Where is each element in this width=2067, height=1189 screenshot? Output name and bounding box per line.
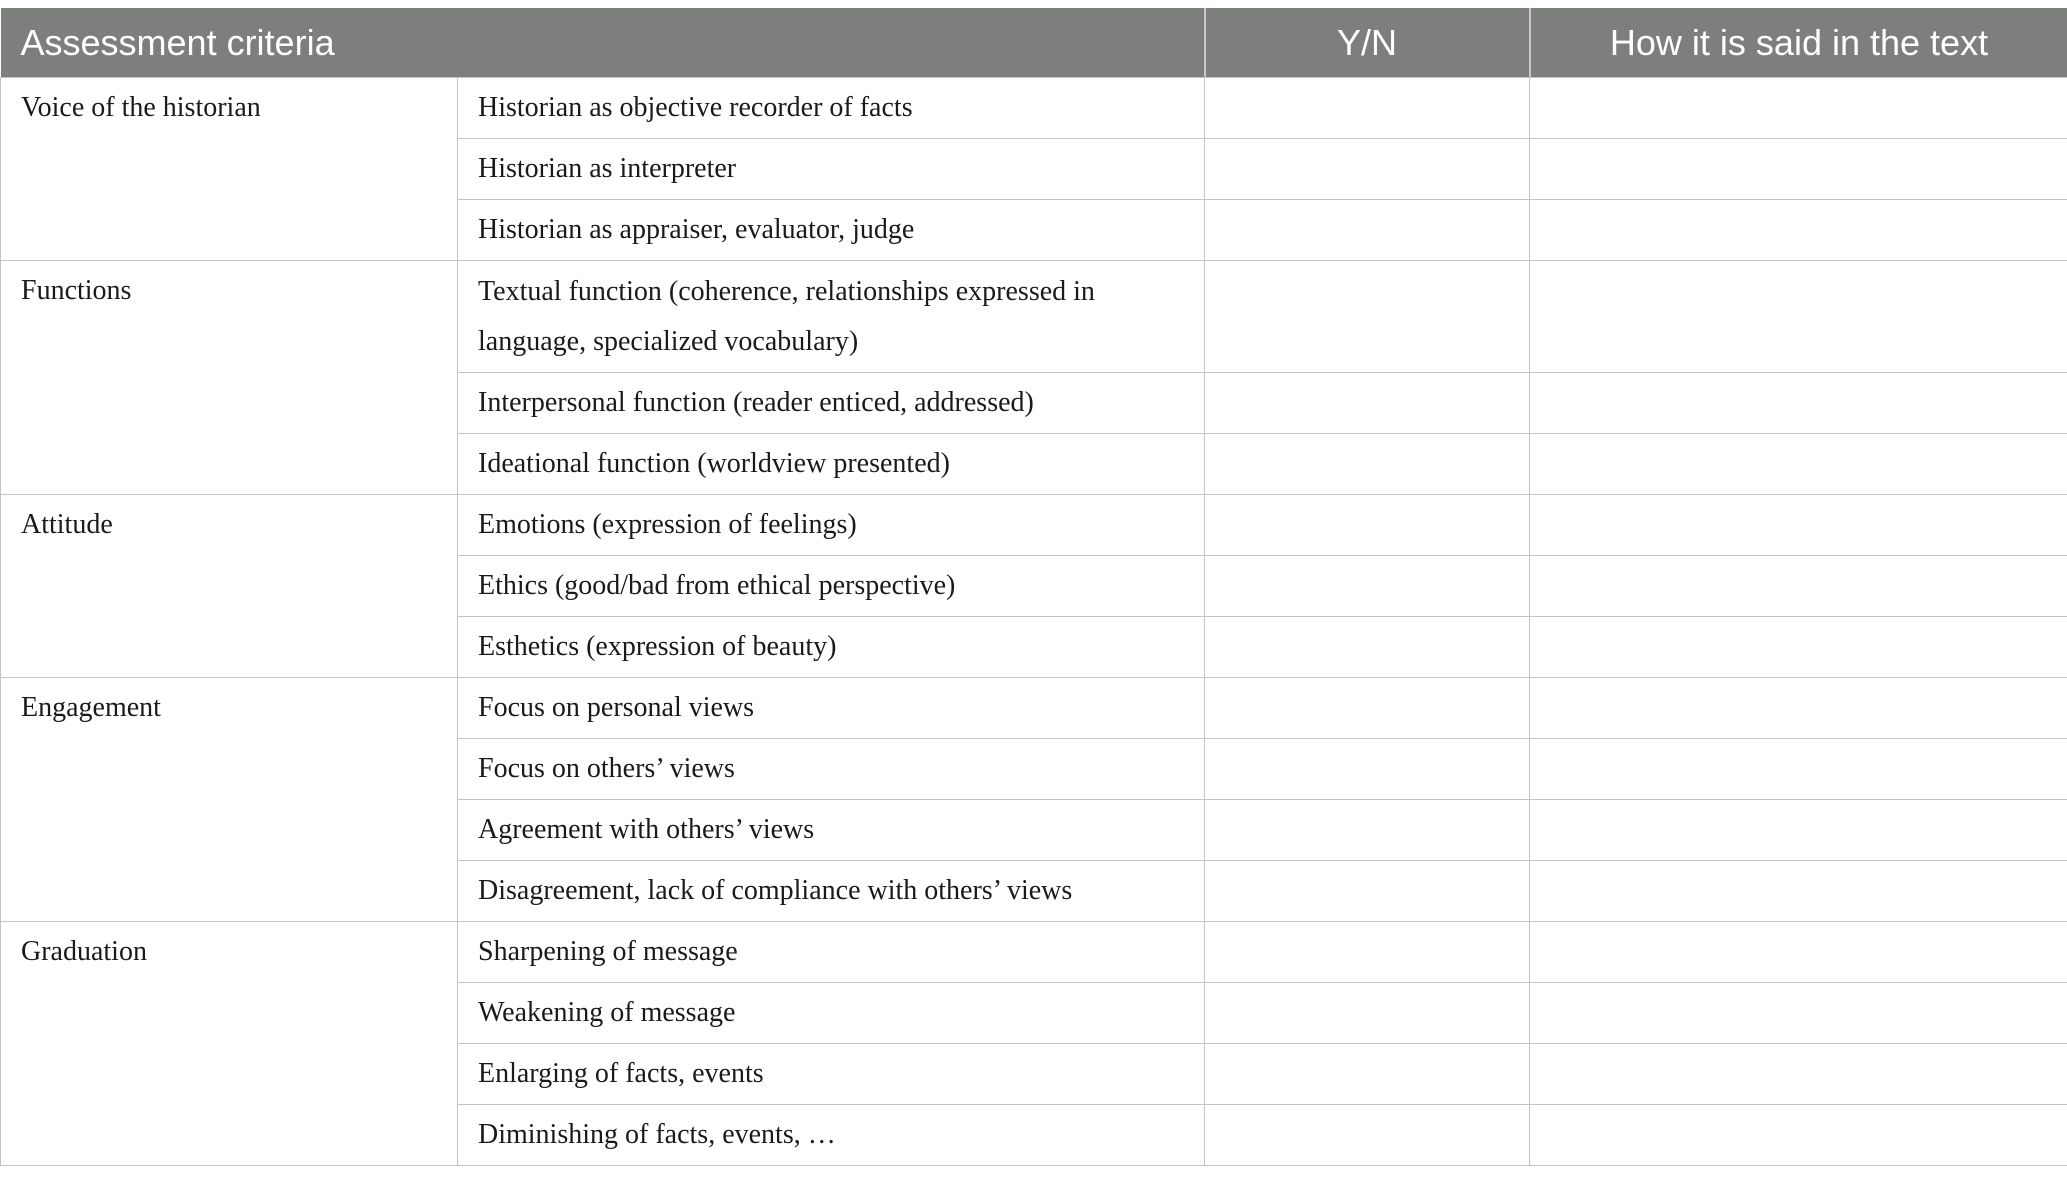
yes-no-cell <box>1205 861 1530 922</box>
yes-no-cell <box>1205 261 1530 373</box>
yes-no-cell <box>1205 373 1530 434</box>
group-label-engagement: Engagement <box>1 678 458 922</box>
criterion-cell: Focus on others’ views <box>458 739 1205 800</box>
how-said-cell <box>1530 495 2067 556</box>
criterion-cell: Disagreement, lack of compliance with others’ views <box>458 861 1205 922</box>
how-said-cell <box>1530 617 2067 678</box>
how-said-cell <box>1530 861 2067 922</box>
criterion-cell: Agreement with others’ views <box>458 800 1205 861</box>
table-header <box>1 8 2067 78</box>
yes-no-cell <box>1205 78 1530 139</box>
how-said-cell <box>1530 556 2067 617</box>
how-said-cell <box>1530 434 2067 495</box>
yes-no-cell <box>1205 139 1530 200</box>
criterion-cell: Emotions (expression of feelings) <box>458 495 1205 556</box>
group-label-voice: Voice of the historian <box>1 78 458 261</box>
criterion-cell: Historian as objective recorder of facts <box>458 78 1205 139</box>
how-said-cell <box>1530 139 2067 200</box>
yes-no-cell <box>1205 678 1530 739</box>
group-label-attitude: Attitude <box>1 495 458 678</box>
table-row <box>1 78 2067 139</box>
header-how-said: How it is said in the text <box>1530 8 2067 78</box>
criterion-cell: Textual function (coherence, relationships expressed in language, specialized vocabulary) <box>458 261 1205 373</box>
assessment-table-container <box>0 8 2067 1166</box>
how-said-cell <box>1530 678 2067 739</box>
header-yes-no: Y/N <box>1205 8 1530 78</box>
yes-no-cell <box>1205 800 1530 861</box>
group-label-functions: Functions <box>1 261 458 495</box>
yes-no-cell <box>1205 739 1530 800</box>
table-body <box>1 78 2067 1166</box>
criterion-cell: Ethics (good/bad from ethical perspective) <box>458 556 1205 617</box>
how-said-cell <box>1530 373 2067 434</box>
how-said-cell <box>1530 739 2067 800</box>
table-row <box>1 261 2067 373</box>
how-said-cell <box>1530 983 2067 1044</box>
criterion-cell: Enlarging of facts, events <box>458 1044 1205 1105</box>
how-said-cell <box>1530 78 2067 139</box>
criterion-cell: Historian as appraiser, evaluator, judge <box>458 200 1205 261</box>
yes-no-cell <box>1205 1105 1530 1166</box>
header-assessment-criteria: Assessment criteria <box>1 8 1205 78</box>
how-said-cell <box>1530 261 2067 373</box>
yes-no-cell <box>1205 556 1530 617</box>
how-said-cell <box>1530 922 2067 983</box>
table-row <box>1 678 2067 739</box>
yes-no-cell <box>1205 922 1530 983</box>
how-said-cell <box>1530 800 2067 861</box>
criterion-cell: Historian as interpreter <box>458 139 1205 200</box>
yes-no-cell <box>1205 983 1530 1044</box>
how-said-cell <box>1530 1105 2067 1166</box>
group-label-graduation: Graduation <box>1 922 458 1166</box>
criterion-cell: Sharpening of message <box>458 922 1205 983</box>
table-row <box>1 495 2067 556</box>
yes-no-cell <box>1205 1044 1530 1105</box>
table-row <box>1 922 2067 983</box>
yes-no-cell <box>1205 434 1530 495</box>
assessment-table <box>0 8 2067 1166</box>
criterion-cell: Weakening of message <box>458 983 1205 1044</box>
criterion-cell: Interpersonal function (reader enticed, addressed) <box>458 373 1205 434</box>
yes-no-cell <box>1205 617 1530 678</box>
criterion-cell: Diminishing of facts, events, … <box>458 1105 1205 1166</box>
criterion-cell: Ideational function (worldview presented) <box>458 434 1205 495</box>
criterion-cell: Esthetics (expression of beauty) <box>458 617 1205 678</box>
how-said-cell <box>1530 1044 2067 1105</box>
yes-no-cell <box>1205 200 1530 261</box>
header-row <box>1 8 2067 78</box>
criterion-cell: Focus on personal views <box>458 678 1205 739</box>
yes-no-cell <box>1205 495 1530 556</box>
how-said-cell <box>1530 200 2067 261</box>
